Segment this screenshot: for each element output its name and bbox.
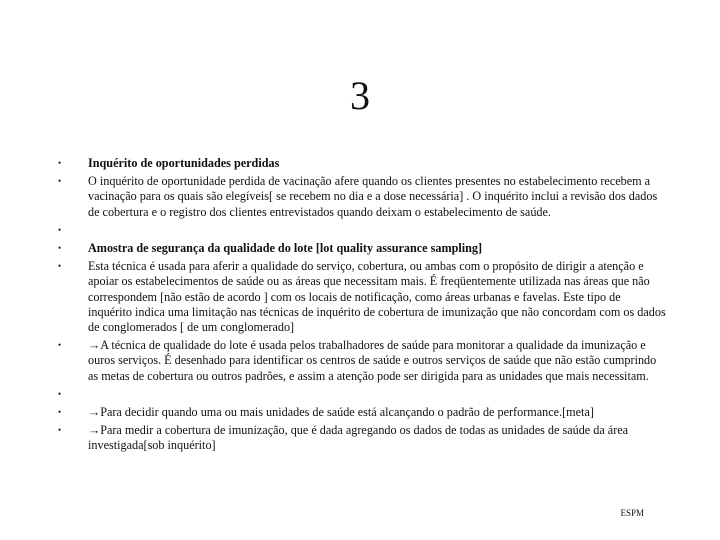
bullet-icon: •	[58, 176, 62, 187]
bullet-item-decide-standard	[56, 405, 666, 420]
bullet-icon: •	[58, 261, 62, 272]
bullet-item-heading-missed-opportunities	[56, 156, 666, 171]
bullet-text: →Para medir a cobertura de imunização, que é dada agregando os dados de todas as unidades de saúde da área investigada[sob inquérito]	[88, 423, 629, 453]
bullet-icon: •	[58, 340, 62, 351]
slide-title: 3	[350, 73, 370, 118]
bullet-item-empty	[56, 223, 666, 238]
bullet-text: Amostra de segurança da qualidade do lote [lot quality assurance sampling]	[88, 241, 483, 255]
bullet-icon: •	[58, 388, 62, 399]
bullet-item-empty	[56, 387, 666, 402]
bullet-item-measure-coverage	[56, 423, 666, 453]
bullet-item-lqas-usage	[56, 338, 666, 384]
bullet-item-heading-lqas	[56, 241, 666, 256]
bullet-text: O inquérito de oportunidade perdida de vacinação afere quando os clientes presentes no estabelecimento recebem a vacinação para os quais são elegíveis[ se recebem no dia e a dose necessária] . O inquérito inclui a revisão dos dados de cobertura e o registro dos clientes entrevistados quando deixam o estabelecimento de saúde.	[88, 174, 658, 219]
bullet-text	[88, 387, 666, 402]
bullet-icon: •	[58, 243, 62, 253]
bullet-item-missed-opportunities-description	[56, 174, 666, 220]
bullet-item-lqas-description	[56, 259, 666, 335]
footer-label: ESPM	[620, 508, 644, 518]
bullet-icon: •	[58, 425, 62, 436]
bullet-icon: •	[58, 224, 62, 235]
bullet-icon: •	[58, 158, 62, 168]
bullet-list	[56, 156, 666, 457]
bullet-text: Inquérito de oportunidades perdidas	[88, 156, 280, 170]
bullet-icon: •	[58, 407, 62, 418]
bullet-text: Esta técnica é usada para aferir a qualidade do serviço, cobertura, ou ambas com o propósito de dirigir a atenção e apoiar os estabelecimentos de saúde ou as áreas que necessitam mais. É freqüentemente utilizada nas áreas que não correspondem [não estão de acordo ] com os locais de notificação, como áreas urbanas e favelas. Este tipo de inquérito indica uma limitação nas técnicas de inquérito de cobertura de imunização que não concordam com os dados de conglomerados [ de um conglomerado]	[88, 259, 666, 335]
bullet-text: →A técnica de qualidade do lote é usada pelos trabalhadores de saúde para monitorar a qualidade da imunização e ouros serviços. É desenhado para identificar os centros de saúde e outros serviços de saúde que não estão cumprindo as metas de cobertura ou outros padrões, e assim a atenção pode ser dirigida para as unidades que mais necessitam.	[88, 338, 657, 383]
bullet-text: →Para decidir quando uma ou mais unidades de saúde está alcançando o padrão de performance.[meta]	[88, 405, 594, 420]
bullet-text	[88, 223, 666, 238]
